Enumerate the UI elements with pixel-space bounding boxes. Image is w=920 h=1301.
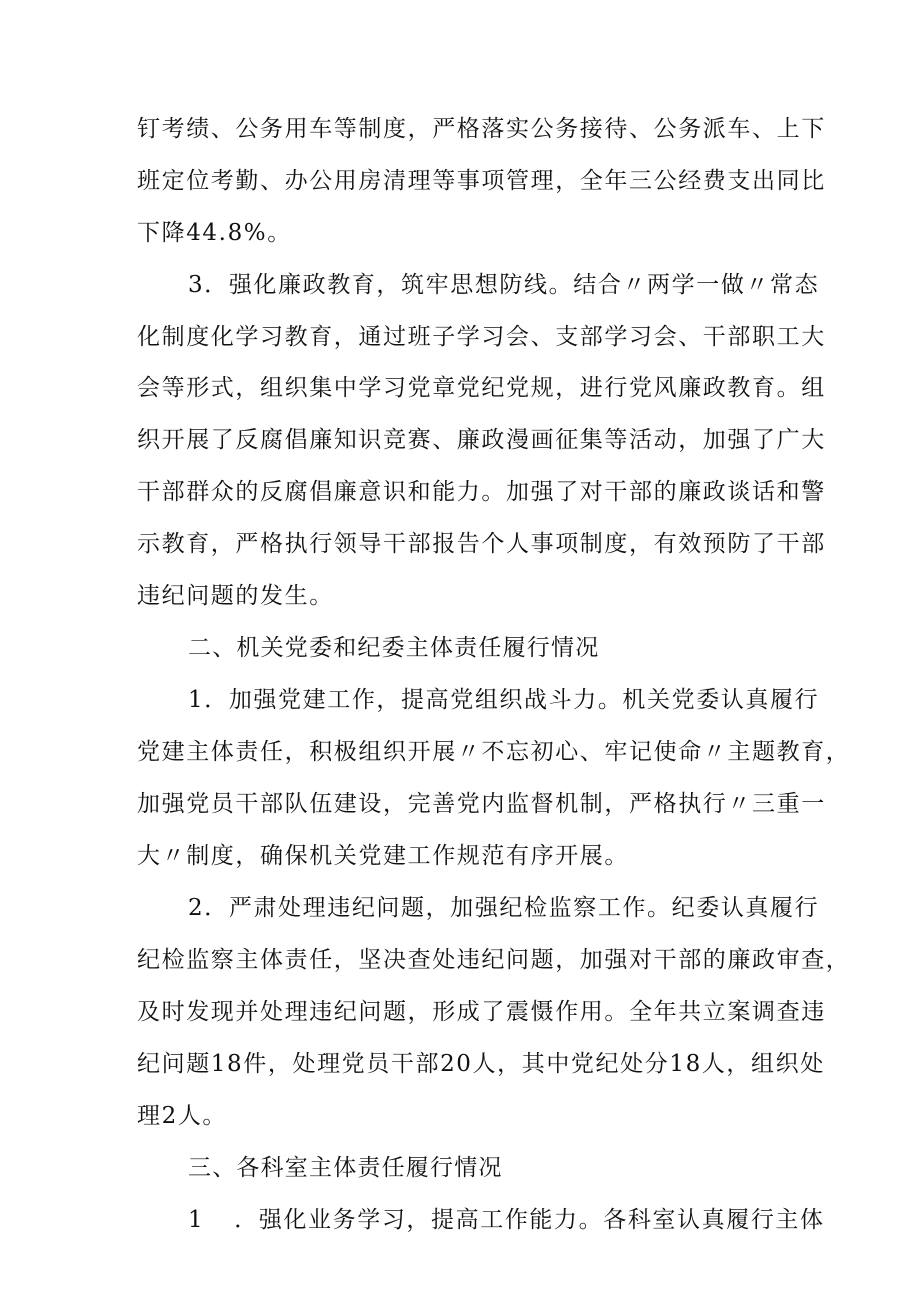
paragraph-line: 违纪问题的发生。 [137,583,334,609]
paragraph-line: 纪问题18件，处理党员干部20人，其中党纪处分18人，组织处 [137,1051,825,1077]
item-text: ．强化业务学习，提高工作能力。各科室认真履行主体 [234,1207,825,1233]
paragraph-line: 2．严肃处理违纪问题，加强纪检监察工作。纪委认真履行 [188,895,820,921]
item-number: 1 [188,1207,205,1233]
paragraph-line: 1．加强党建工作，提高党组织战斗力。机关党委认真履行 [188,687,820,713]
paragraph-line: 钉考绩、公务用车等制度，严格落实公务接待、公务派车、上下 [137,116,826,142]
paragraph-line: 化制度化学习教育，通过班子学习会、支部学习会、干部职工大 [137,324,826,350]
paragraph-line: 及时发现并处理违纪问题，形成了震慑作用。全年共立案调查违 [137,999,826,1025]
paragraph-line: 示教育，严格执行领导干部报告个人事项制度，有效预防了干部 [137,531,826,557]
paragraph-line: 下降44.8%。 [137,220,292,246]
paragraph-line: 3．强化廉政教育，筑牢思想防线。结合〃两学一做〃常态 [188,272,820,298]
paragraph-line: 理2人。 [137,1103,228,1129]
paragraph-line: 纪检监察主体责任，坚决查处违纪问题，加强对干部的廉政审查， [137,947,851,973]
section-heading: 三、各科室主体责任履行情况 [188,1155,503,1181]
paragraph-line: 会等形式，组织集中学习党章党纪党规，进行党风廉政教育。组 [137,375,826,401]
section-heading: 二、机关党委和纪委主体责任履行情况 [188,635,600,661]
paragraph-line: 织开展了反腐倡廉知识竞赛、廉政漫画征集等活动，加强了广大 [137,427,826,453]
paragraph-line: 大〃制度，确保机关党建工作规范有序开展。 [137,843,629,869]
paragraph-line: 党建主体责任，积极组织开展〃不忘初心、牢记使命〃主题教育， [137,739,851,765]
paragraph-line: 班定位考勤、办公用房清理等事项管理，全年三公经费支出同比 [137,168,826,194]
paragraph-line [188,1205,848,1235]
paragraph-line: 干部群众的反腐倡廉意识和能力。加强了对干部的廉政谈话和警 [137,479,826,505]
paragraph-line: 加强党员干部队伍建设，完善党内监督机制，严格执行〃三重一 [137,791,826,817]
